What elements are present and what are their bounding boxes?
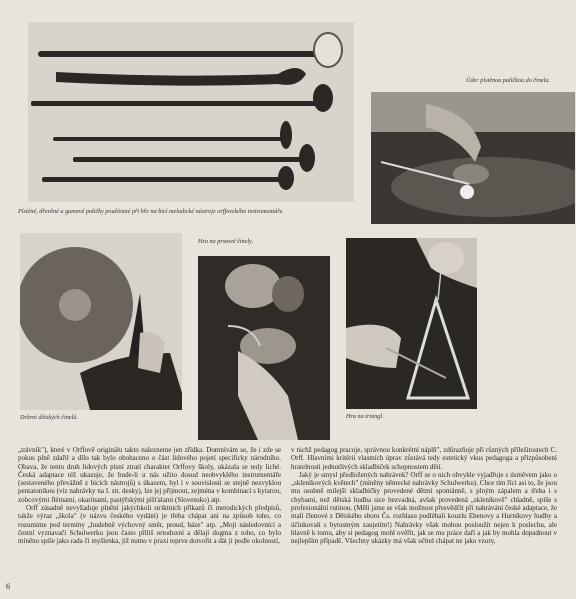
page-number: 6: [6, 582, 10, 591]
triangle-caption: Hra na triangl.: [346, 413, 384, 420]
right-text-column: [291, 446, 557, 546]
cymbal-stroke-photo: [371, 92, 575, 224]
mallets-photo: [28, 22, 354, 202]
right-paragraph-1: v nichž pedagog pracuje, správnou konkrétní náplň", zdůrazňuje při různých příležitostech C. Orff. Hlavními kritérii vlastních úprav zůstává tedy estetický vkus pedagoga a přizpůsobení hratelnosti jednotlivých skladbiček schopnostem dětí.: [291, 446, 557, 471]
finger-cymbals-photo: [198, 256, 330, 440]
stroke-caption: Úder plstěnou paličkou do činelu.: [466, 77, 551, 84]
left-paragraph-2: Orff zásadně nevyžaduje plnění jakýchkoli striktních příkazů či metodických předpisů, takže výraz „škola" (v názvu českého vydání) je třeba chápat ani na způsob toho, co rozumíme pod termíny „hudebně výchovný směr, proud, báze" atp. „Moji následovníci a čestní vyznavači Schulwerku jsou často příliš ortodoxní a dělají dogma z toho, co bylo míněno spíše jako rada či myšlenka, již nutno v praxi teprve dotvořit a dát ji podle okolností,: [18, 504, 281, 546]
left-paragraph-1: „trávník"), které v Orffově originálu takto nalezneme jen zřídka. Domnívám se, že i zde se pokus plně zdařil a dílo tak bylo obohaceno o část lidového pojetí specificky národního. Obava, že tento druh lidových písní ztratí charakter Orffovy školy, ukázala se tedy liché. Česká adaptace též ukazuje, že bude-li u nás užito dosud neobvyklého instrumentáře (sestaveného převážně z bicích nástrojů) s úkazem, byl i v souvislosti se stejně nezvyklou pentatonikou (viz nahrávky na I. str. desky), lze jej přijmout, zejména v kombinaci s kytarou, zobcovými flétnami, okarínami, pastýřskými píšťalami (Slovensko) atp.: [18, 446, 281, 504]
child-cymbals-photo: [20, 233, 182, 410]
finger-cymbals-caption: Hra na prstové činely.: [198, 238, 253, 245]
child-cymbals-caption: Držení dětských činelů.: [20, 414, 78, 421]
right-paragraph-2: Jaký je smysl předložených nahrávek? Orff se o nich obvykle vyjadřuje s úsměvem jako o „skleníkových květech" (míněny německé nahrávky Schulwerku). Chce tím říci asi to, že jsou mu osobně milejší skladbičky provedené dětmi spontánně, s plným zápalem a třeba i s chybami, než dětská hudba sice bezvadná, avšak provedená „skleníkově" chladně, spíše s profesionální rutinou. (Měli jsme se však možnost přesvědčit při nahrávání české adaptace, že malí členové z Dětského sboru Čs. rozhlasu podléhali kouzlu Ebenovy a Hurníkovy hudby a účinkovali s bytostným zaujetím!) Nahrávky však mohou posloužit nejen k poslechu, ale hlavně k tomu, aby si pedagog mohl ověřit, jak se mu práce daří a jak by mohla dopadnout v nejlepším případě. Všechny ukázky má však učitel chápat ne jako vzory,: [291, 470, 557, 546]
mallets-caption: Plstěné, dřevěné a gumové paličky používané při hře na bicí melodické nástroje orffovského instrumentáře.: [18, 208, 284, 215]
triangle-photo: [346, 238, 477, 409]
left-text-column: [18, 446, 281, 546]
